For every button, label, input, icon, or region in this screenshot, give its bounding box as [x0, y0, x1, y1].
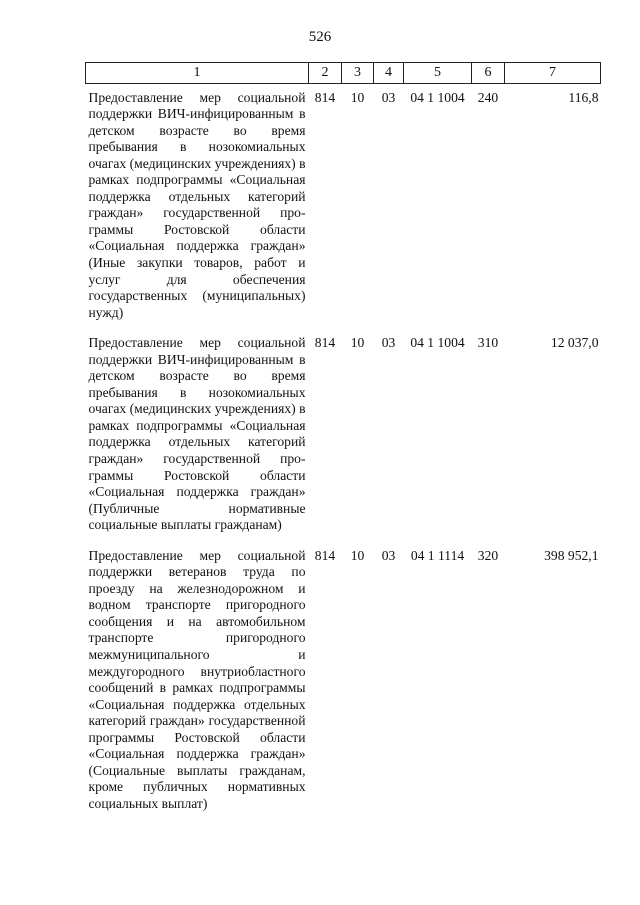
expense-type-code: 310: [477, 335, 499, 351]
subsection-code: 03: [381, 547, 396, 563]
ministry-code: 814: [314, 89, 336, 105]
table-row: [86, 548, 601, 827]
target-article-code: 04 1 1004: [410, 335, 465, 351]
table-row: [86, 90, 601, 336]
expense-type-code: 240: [477, 89, 499, 105]
column-header: 3: [342, 63, 374, 84]
column-header: 5: [404, 63, 472, 84]
section-code: 10: [350, 89, 365, 105]
target-article-code: 04 1 1004: [410, 89, 465, 105]
row-description: Предоставление мер социальной поддержки ветеранов труда по проезду на железнодорожном и водном транспорте пригородного сообщения и на автомобильном транспорте пригородного межмуниципального и междугородного внутриобластного сообщений в рамках подпрограммы «Социальная поддержка отдельных категорий граждан» государственной программы Ростовской области «Социальная поддержка граждан» (Социальные выплаты гражданам, кроме публичных нормативных социальных выплат): [88, 547, 306, 811]
row-description: Предоставление мер социальной поддержки ВИЧ-инфицированным в детском возрасте во время пребывания в нозокомиальных очагах (медицинских учреждениях) в рамках подпрограммы «Социальная поддержка отдельных категорий граждан» государственной программы Ростовской области «Социальная поддержка граждан» (Иные закупки товаров, работ и услуг для обеспечения государственных (муниципальных) нужд): [88, 89, 306, 320]
amount: 398 952,1: [544, 547, 599, 563]
table-header-row: [86, 63, 601, 84]
column-header: 4: [374, 63, 404, 84]
column-header: 2: [309, 63, 342, 84]
section-code: 10: [350, 335, 365, 351]
section-code: 10: [350, 547, 365, 563]
row-description: Предоставление мер социальной поддержки ВИЧ-инфицированным в детском возрасте во время пребывания в нозокомиальных очагах (медицинских учреждениях) в рамках подпрограммы «Социальная поддержка отдельных категорий граждан» государственной программы Ростовской области «Социальная поддержка граждан» (Публичные нормативные социальные выплаты гражданам): [88, 335, 306, 533]
column-header: 7: [505, 63, 601, 84]
column-header: 1: [86, 63, 309, 84]
table-row: [86, 335, 601, 548]
page-number: 526: [308, 29, 332, 45]
ministry-code: 814: [314, 547, 336, 563]
ministry-code: 814: [314, 335, 336, 351]
subsection-code: 03: [381, 89, 396, 105]
expense-type-code: 320: [477, 547, 499, 563]
subsection-code: 03: [381, 335, 396, 351]
amount: 116,8: [568, 89, 599, 105]
budget-table: [85, 62, 601, 826]
column-header: 6: [472, 63, 505, 84]
target-article-code: 04 1 1114: [410, 547, 465, 563]
amount: 12 037,0: [550, 335, 599, 351]
